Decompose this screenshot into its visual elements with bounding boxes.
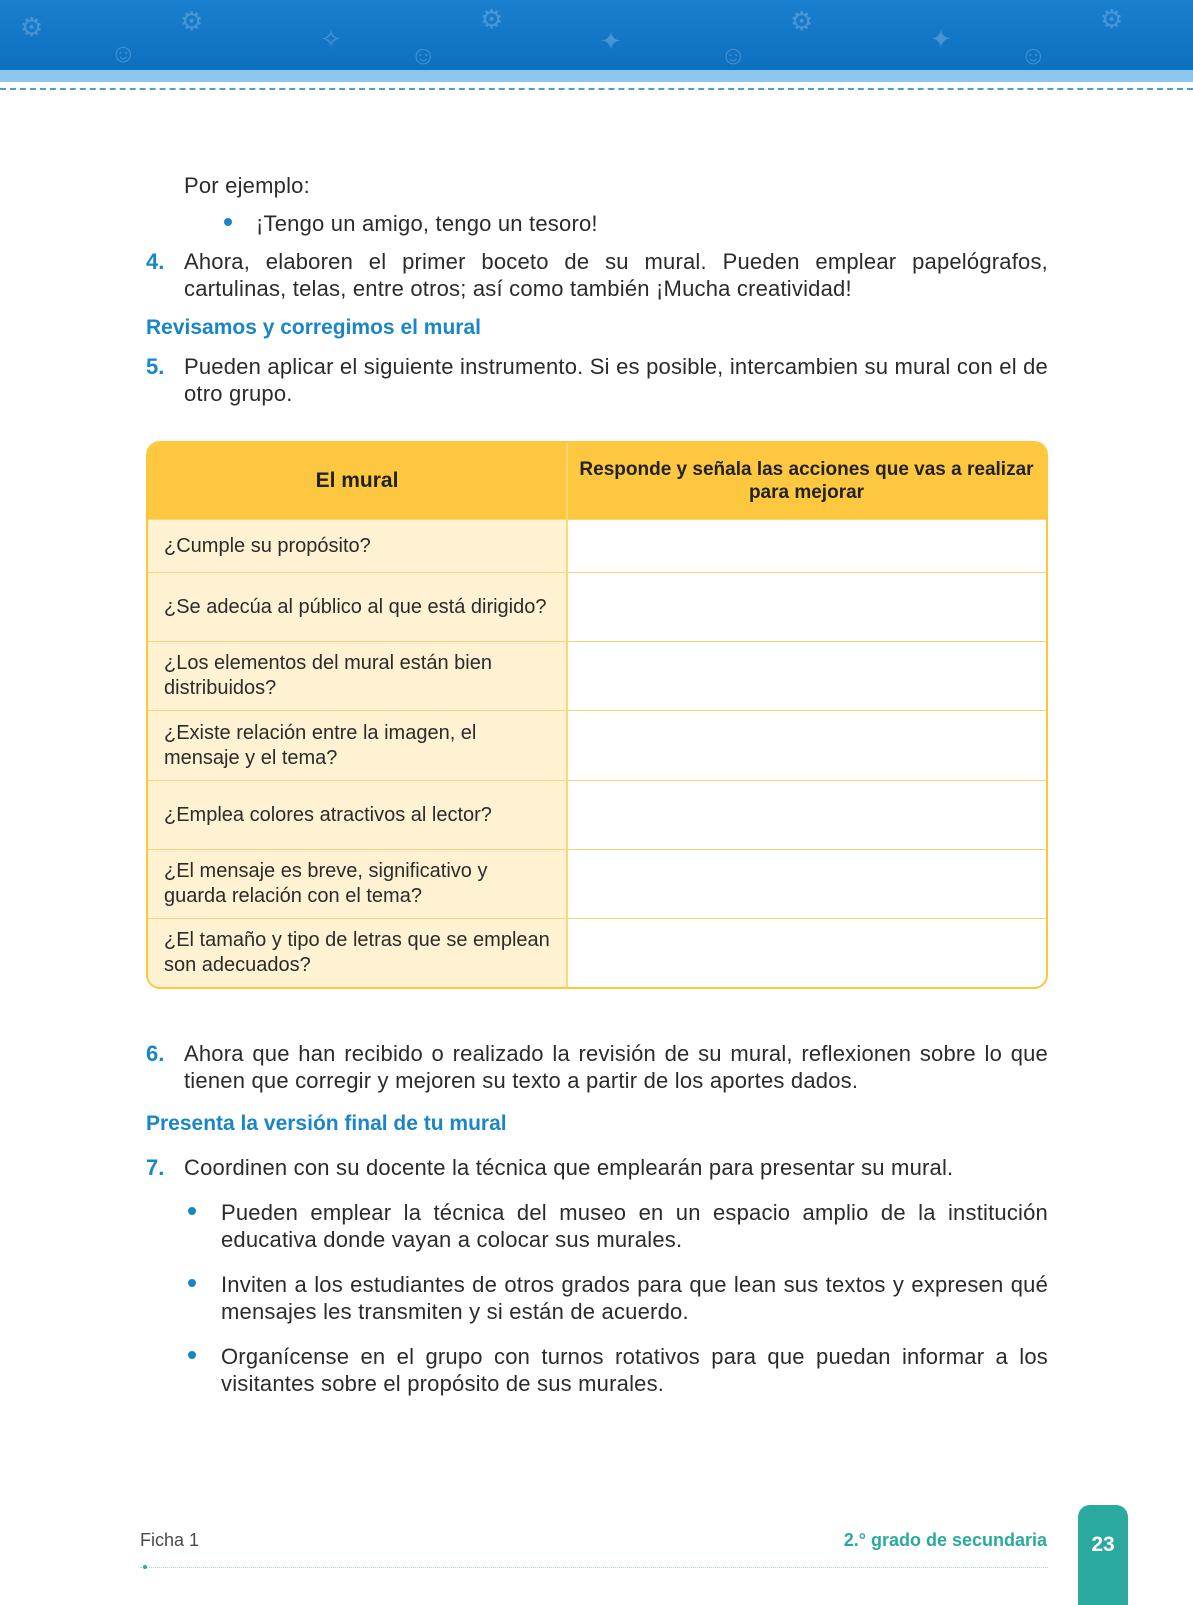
- table-answer-cell[interactable]: [568, 642, 1046, 710]
- step-7-number: 7.: [146, 1155, 165, 1180]
- footer-dot: [143, 1565, 147, 1569]
- bullet-dot: [188, 1351, 196, 1359]
- section-heading-revisamos: Revisamos y corregimos el mural: [146, 316, 481, 339]
- table-answer-cell[interactable]: [568, 711, 1046, 780]
- page-number-tab: [1078, 1505, 1128, 1605]
- table-row: [148, 849, 1046, 918]
- banner-strip: [0, 70, 1193, 82]
- table-row: [148, 519, 1046, 572]
- table-answer-cell[interactable]: [568, 573, 1046, 641]
- table-row: [148, 710, 1046, 780]
- header-banner: [0, 0, 1193, 70]
- step-7-bullet-2: Inviten a los estudiantes de otros grados para que lean sus textos y expresen qué mensajes les transmiten y si están de acuerdo.: [221, 1272, 1048, 1324]
- banner-dashed-line: [0, 88, 1193, 90]
- smiley-icon: ☺: [720, 40, 747, 70]
- table-question-cell: ¿Cumple su propósito?: [148, 520, 566, 572]
- gear-icon: ⚙: [180, 6, 204, 36]
- step-6-number: 6.: [146, 1041, 165, 1066]
- footer-divider: [140, 1567, 1048, 1568]
- smiley-icon: ☺: [410, 40, 437, 70]
- table-answer-cell[interactable]: [568, 781, 1046, 849]
- step-7-text: Coordinen con su docente la técnica que emplearán para presentar su mural.: [184, 1155, 954, 1180]
- table-header-col1: El mural: [315, 469, 399, 492]
- step-5-text: Pueden aplicar el siguiente instrumento. Si es posible, intercambien su mural con el de otro grupo.: [184, 354, 1048, 406]
- table-question-cell: ¿El mensaje es breve, significativo y guarda relación con el tema?: [148, 850, 566, 918]
- bullet-dot: [188, 1279, 196, 1287]
- smiley-icon: ☺: [1020, 40, 1047, 70]
- step-7-bullet-3: Organícense en el grupo con turnos rotativos para que puedan informar a los visitantes sobre el propósito de sus murales.: [221, 1344, 1048, 1396]
- table-row: [148, 641, 1046, 710]
- table-header-col2: Responde y señala las acciones que vas a realizar para mejorar: [579, 459, 1034, 503]
- table-answer-cell[interactable]: [568, 520, 1046, 572]
- step-4-text: Ahora, elaboren el primer boceto de su mural. Pueden emplear papelógrafos, cartulinas, telas, entre otros; así como también ¡Mucha creatividad!: [184, 249, 1048, 301]
- table-question-cell: ¿Los elementos del mural están bien distribuidos?: [148, 642, 566, 710]
- step-6-text: Ahora que han recibido o realizado la revisión de su mural, reflexionen sobre lo que tienen que corregir y mejoren su texto a partir de los aportes dados.: [184, 1041, 1048, 1093]
- table-question-cell: ¿El tamaño y tipo de letras que se emplean son adecuados?: [148, 919, 566, 987]
- example-bullet-text: ¡Tengo un amigo, tengo un tesoro!: [256, 211, 598, 236]
- section-heading-presenta: Presenta la versión final de tu mural: [146, 1112, 507, 1135]
- table-row: [148, 572, 1046, 641]
- example-label: Por ejemplo:: [184, 173, 310, 198]
- table-question-cell: ¿Existe relación entre la imagen, el mensaje y el tema?: [148, 711, 566, 780]
- lightbulb-icon: ✧: [320, 24, 342, 54]
- step-4-number: 4.: [146, 249, 165, 274]
- gear-icon: ⚙: [20, 12, 44, 42]
- footer-ficha: Ficha 1: [140, 1530, 200, 1550]
- smiley-icon: ☺: [110, 38, 137, 68]
- bullet-dot: [188, 1207, 196, 1215]
- table-column-divider: [566, 443, 568, 987]
- table-question-cell: ¿Emplea colores atractivos al lector?: [148, 781, 566, 849]
- page-number: 23: [1091, 1533, 1115, 1556]
- table-row: [148, 918, 1046, 987]
- table-header: [148, 443, 1046, 519]
- star-icon: ✦: [600, 26, 622, 56]
- table-question-cell: ¿Se adecúa al público al que está dirigido?: [148, 573, 566, 641]
- gear-icon: ⚙: [1100, 4, 1124, 34]
- star-icon: ✦: [930, 24, 952, 54]
- table-answer-cell[interactable]: [568, 850, 1046, 918]
- gear-icon: ⚙: [480, 4, 504, 34]
- step-7-bullet-1: Pueden emplear la técnica del museo en un espacio amplio de la institución educativa donde vayan a colocar sus murales.: [221, 1200, 1048, 1252]
- table-row: [148, 780, 1046, 849]
- review-table: [146, 441, 1048, 989]
- table-answer-cell[interactable]: [568, 919, 1046, 987]
- footer-grade: 2.° grado de secundaria: [843, 1530, 1047, 1550]
- step-5-number: 5.: [146, 354, 165, 379]
- gear-icon: ⚙: [790, 6, 814, 36]
- bullet-dot: [224, 218, 232, 226]
